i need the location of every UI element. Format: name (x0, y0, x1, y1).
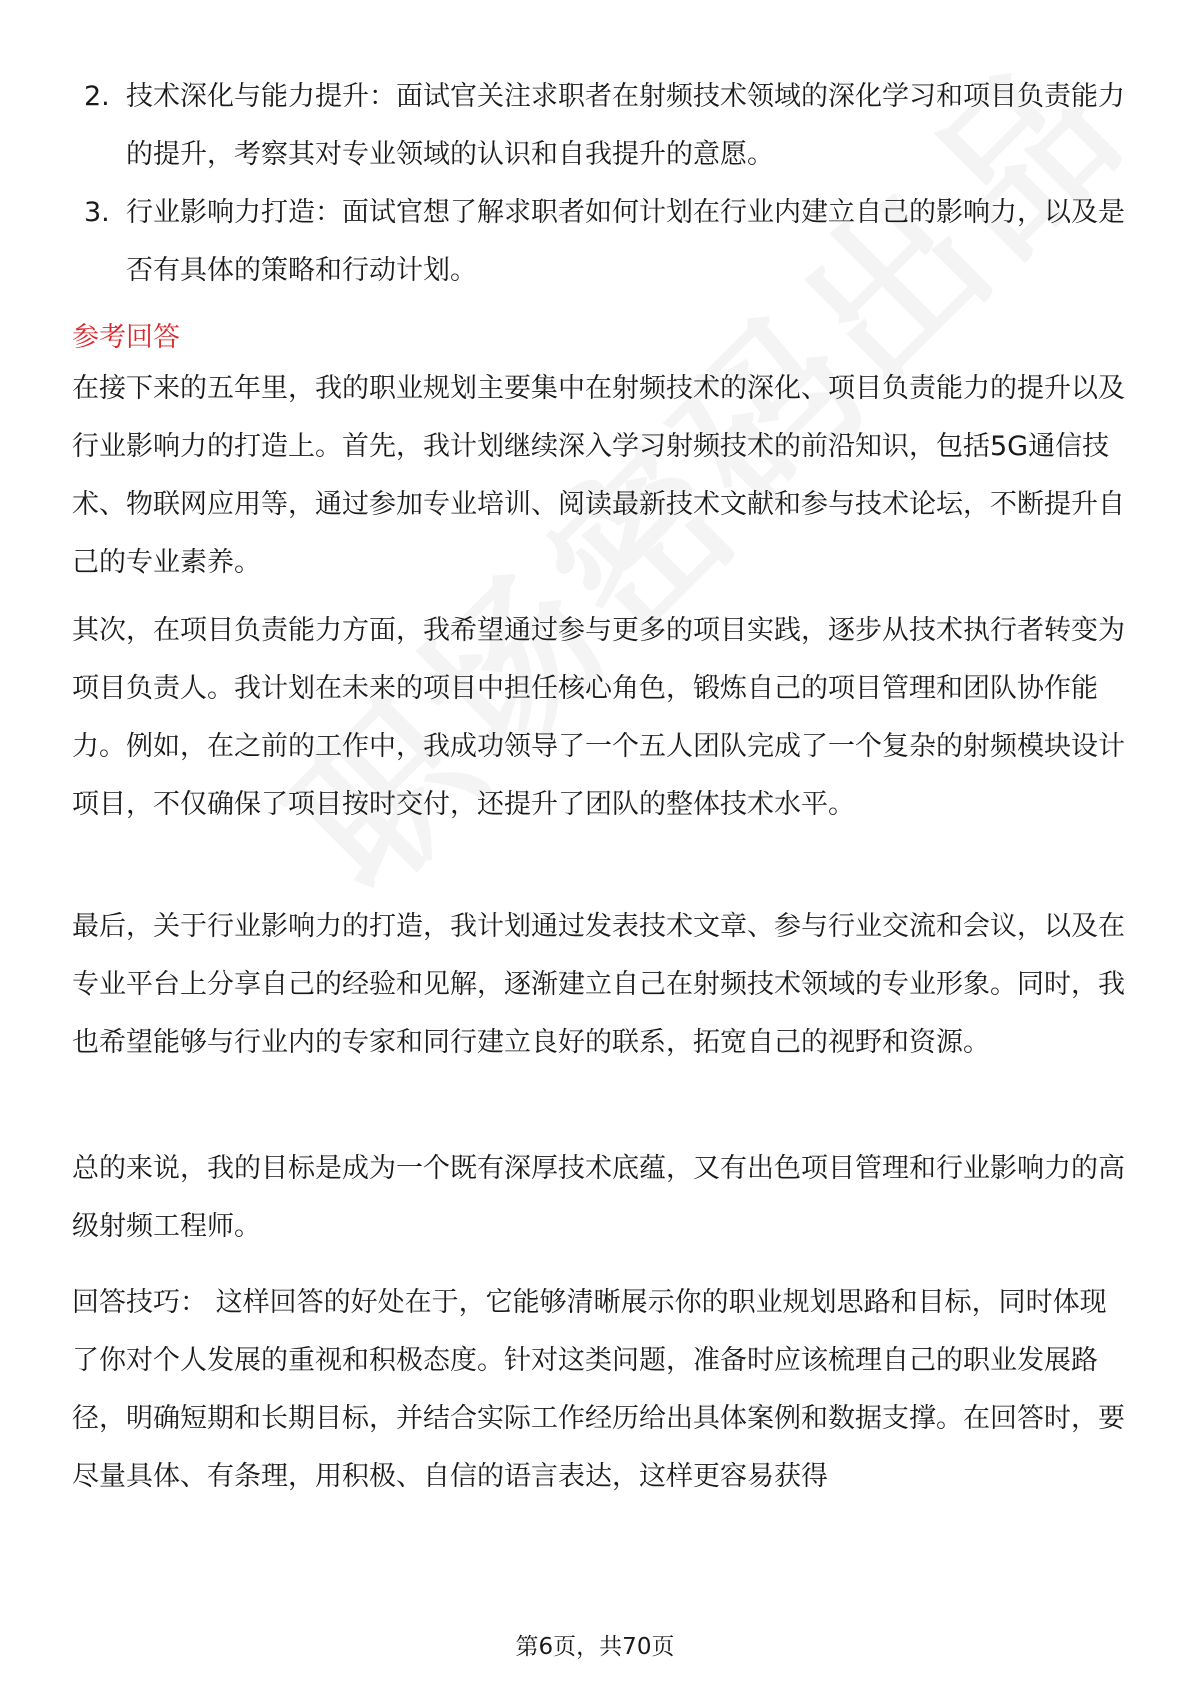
list-item-number: 3. (84, 197, 110, 228)
numbered-list (68, 68, 1128, 300)
list-item-number: 2. (84, 81, 110, 112)
list-item-text: 技术深化与能力提升：面试官关注求职者在射频技术领域的深化学习和项目负责能力的提升，考察其对专业领域的认识和自我提升的意愿。 (126, 81, 1125, 170)
page-number: 第6页，共70页 (515, 1634, 675, 1660)
list-item (68, 68, 1128, 184)
paragraph-intro: 在接下来的五年里，我的职业规划主要集中在射频技术的深化、项目负责能力的提升以及行业影响力的打造上。首先，我计划继续深入学习射频技术的前沿知识，包括5G通信技术、物联网应用等，通过参加专业培训、阅读最新技术文献和参与技术论坛，不断提升自己的专业素养。 (72, 373, 1125, 578)
list-item (68, 184, 1128, 300)
paragraph-summary: 总的来说，我的目标是成为一个既有深厚技术底蕴，又有出色项目管理和行业影响力的高级射频工程师。 (72, 1153, 1125, 1242)
paragraph-tips: 回答技巧： 这样回答的好处在于，它能够清晰展示你的职业规划思路和目标，同时体现了你对个人发展的重视和积极态度。针对这类问题，准备时应该梳理自己的职业发展路径，明确短期和长期目标，并结合实际工作经历给出具体案例和数据支撑。在回答时，要尽量具体、有条理，用积极、自信的语言表达，这样更容易获得 (72, 1287, 1125, 1492)
paragraph-influence: 最后，关于行业影响力的打造，我计划通过发表技术文章、参与行业交流和会议，以及在专业平台上分享自己的经验和见解，逐渐建立自己在射频技术领域的专业形象。同时，我也希望能够与行业内的专家和同行建立良好的联系，拓宽自己的视野和资源。 (72, 911, 1125, 1058)
list-item-text: 行业影响力打造：面试官想了解求职者如何计划在行业内建立自己的影响力，以及是否有具体的策略和行动计划。 (126, 197, 1125, 286)
section-title: 参考回答 (72, 322, 180, 353)
paragraph-project: 其次，在项目负责能力方面，我希望通过参与更多的项目实践，逐步从技术执行者转变为项目负责人。我计划在未来的项目中担任核心角色，锻炼自己的项目管理和团队协作能力。例如，在之前的工作中，我成功领导了一个五人团队完成了一个复杂的射频模块设计项目，不仅确保了项目按时交付，还提升了团队的整体技术水平。 (72, 615, 1125, 820)
